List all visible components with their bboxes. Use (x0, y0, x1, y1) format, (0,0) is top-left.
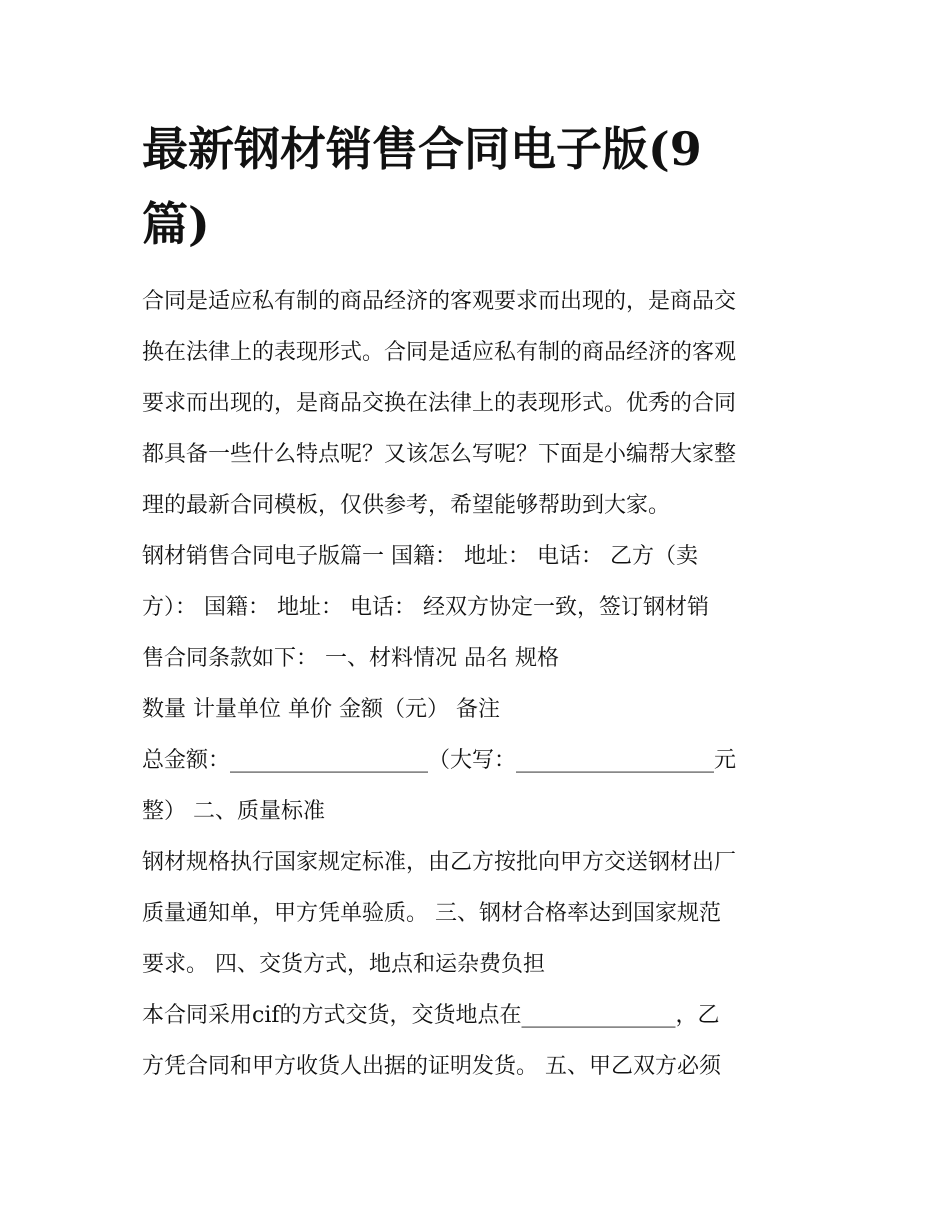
body-line: 钢材销售合同电子版篇一 国籍： 地址： 电话： 乙方（卖 (142, 544, 698, 569)
body-line: 整） 二、质量标准 (142, 799, 325, 824)
document-title (142, 112, 822, 262)
body-line: 要求而出现的，是商品交换在法律上的表现形式。优秀的合同 (142, 391, 737, 416)
document-body (142, 276, 817, 1092)
title-line-2: 篇) (142, 197, 210, 251)
body-line: 理的最新合同模板，仅供参考，希望能够帮助到大家。 (142, 493, 671, 518)
body-line: 本合同采用cif的方式交货，交货地点在______________，乙 (142, 1003, 720, 1028)
body-line: 方）： 国籍： 地址： 电话： 经双方协定一致，签订钢材销 (142, 595, 709, 620)
body-line: 都具备一些什么特点呢？又该怎么写呢？下面是小编帮大家整 (142, 442, 737, 467)
body-line: 总金额：__________________（大写：__________________元 (142, 748, 737, 773)
body-line: 要求。 四、交货方式，地点和运杂费负担 (142, 952, 545, 977)
body-line: 钢材规格执行国家规定标准，由乙方按批向甲方交送钢材出厂 (142, 850, 737, 875)
body-line: 换在法律上的表现形式。合同是适应私有制的商品经济的客观 (142, 340, 737, 365)
body-line: 质量通知单，甲方凭单验质。 三、钢材合格率达到国家规范 (142, 901, 721, 926)
body-line: 售合同条款如下： 一、材料情况 品名 规格 (142, 646, 559, 671)
body-line: 方凭合同和甲方收货人出据的证明发货。 五、甲乙双方必须 (142, 1054, 721, 1079)
body-line: 合同是适应私有制的商品经济的客观要求而出现的，是商品交 (142, 289, 737, 314)
title-line-1: 最新钢材销售合同电子版(9 (142, 122, 702, 176)
body-line: 数量 计量单位 单价 金额（元） 备注 (142, 697, 500, 722)
